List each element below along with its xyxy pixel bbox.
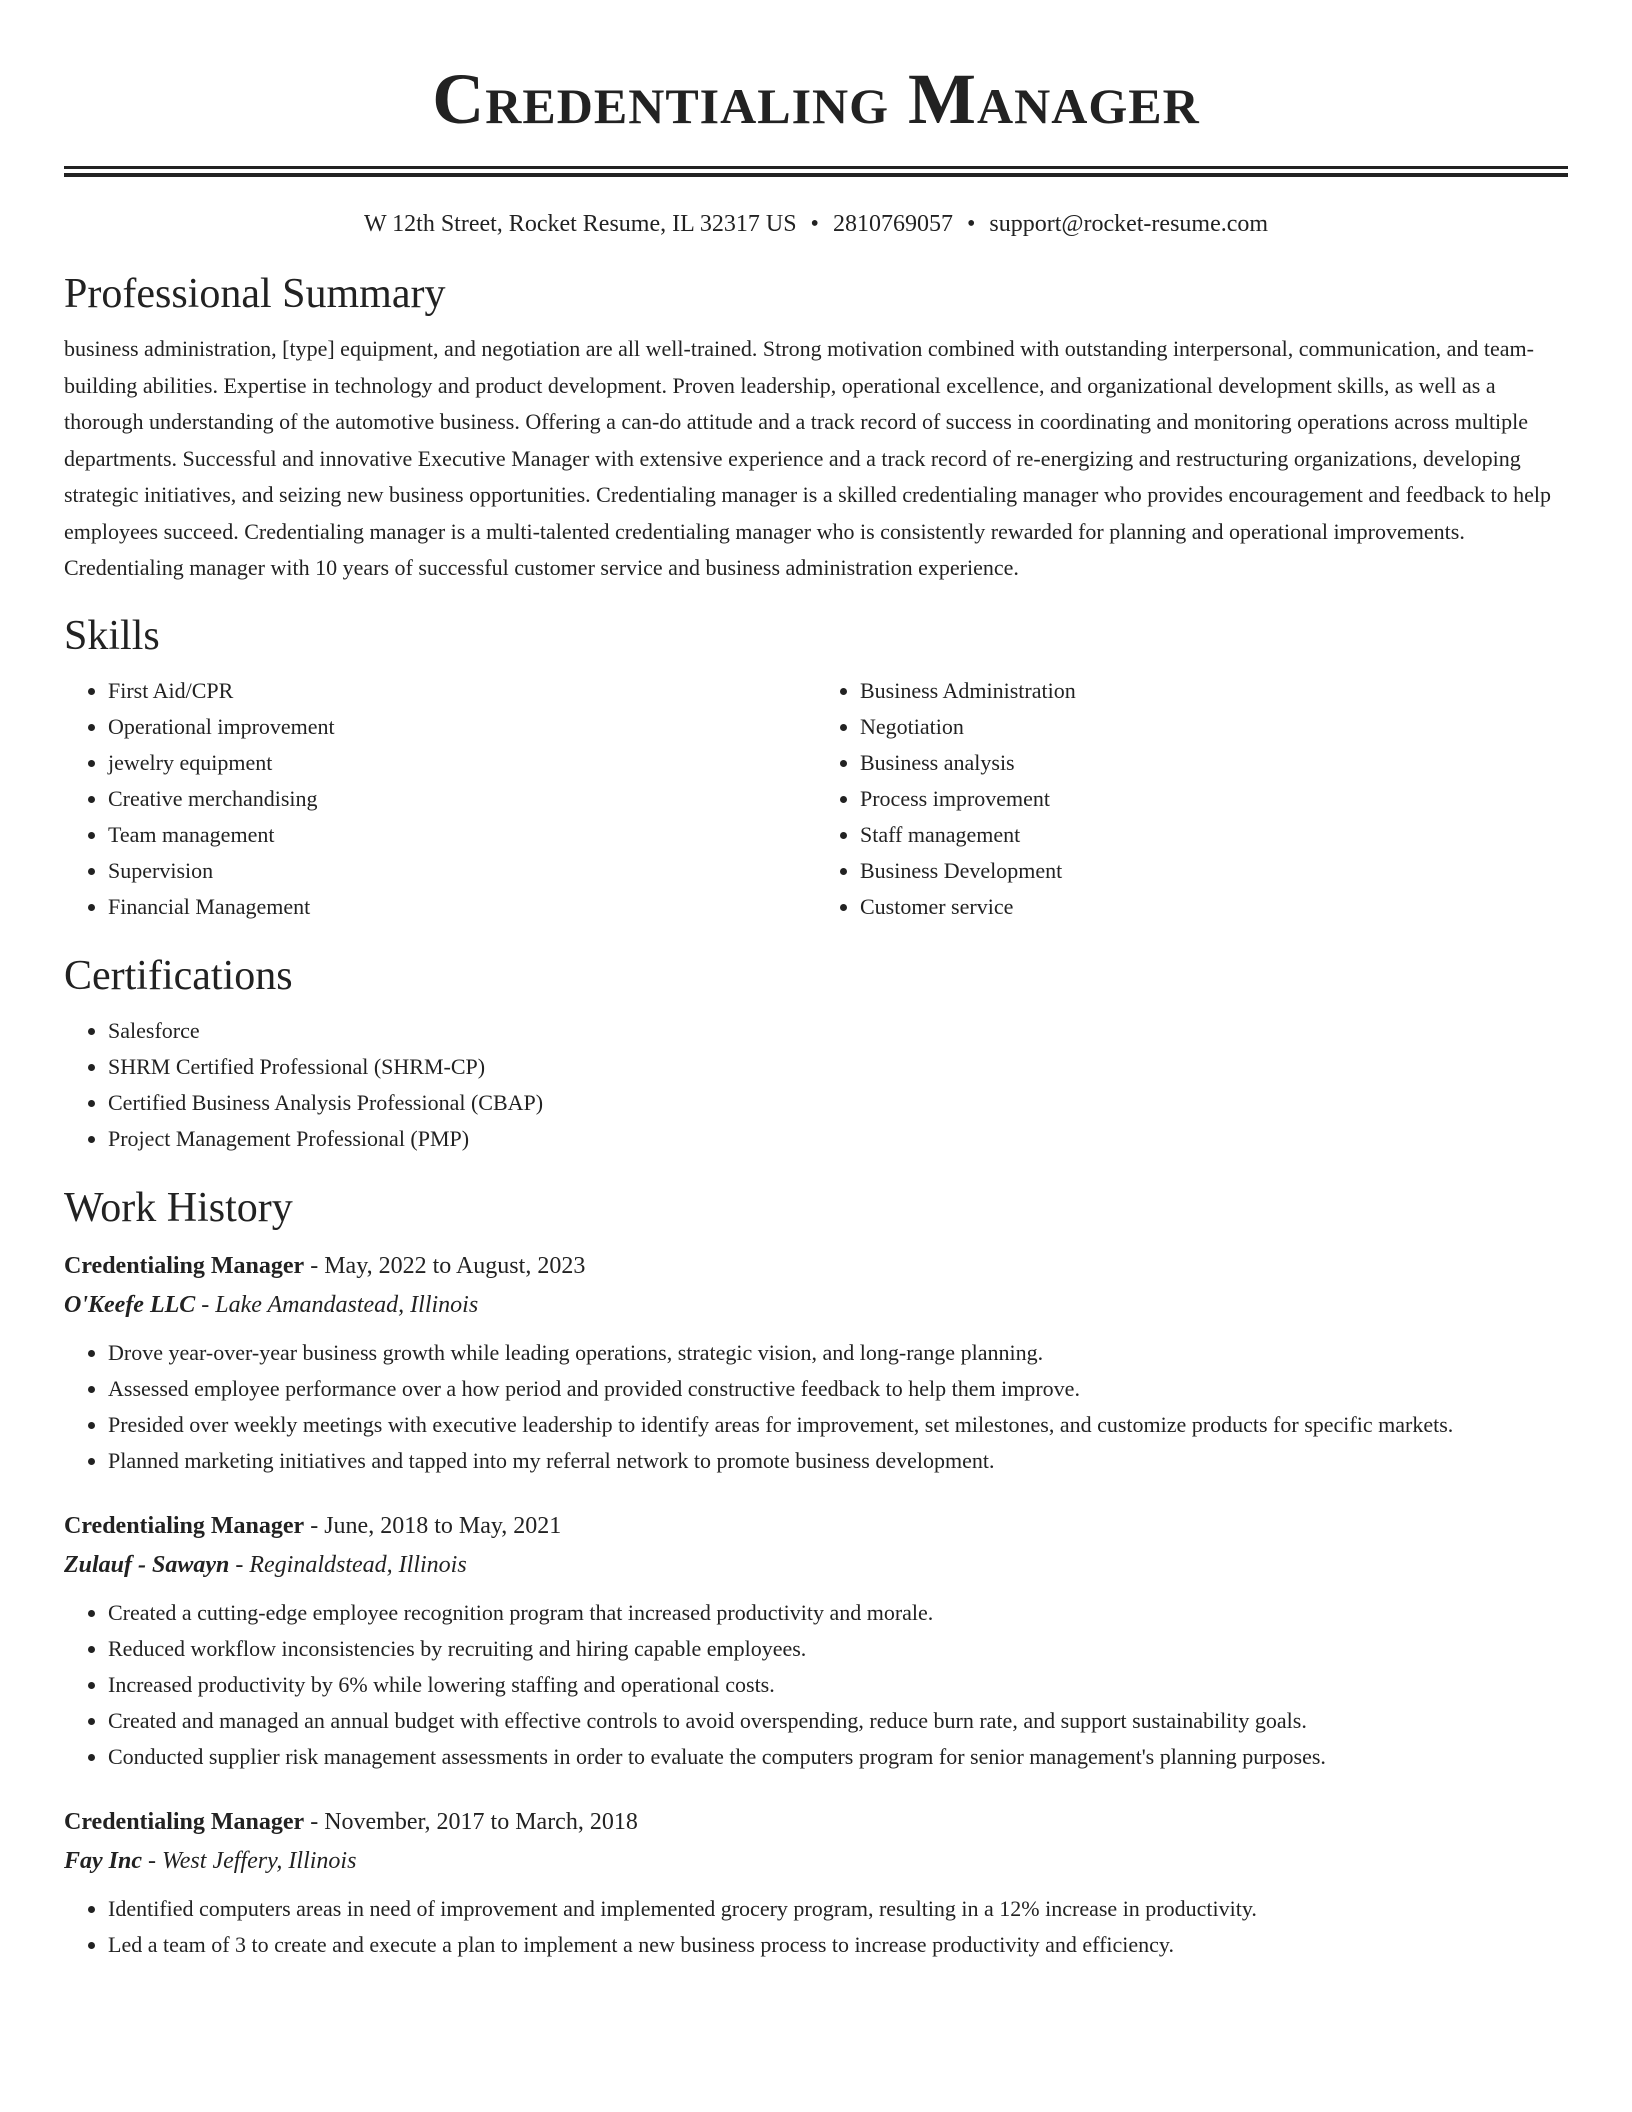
skills-list-left xyxy=(64,673,816,925)
contact-line xyxy=(64,207,1568,241)
job-title-line xyxy=(64,1507,1568,1545)
job-bullet: • Created and managed an annual budget with effective controls to avoid overspending, reduce burn rate, and support sustainability goals. xyxy=(108,1703,1568,1739)
contact-address: W 12th Street, Rocket Resume, IL 32317 US xyxy=(363,211,797,237)
job-bullet: • Presided over weekly meetings with executive leadership to identify areas for improvement, set milestones, and customize products for specific markets. xyxy=(108,1407,1568,1443)
job-entry xyxy=(64,1247,1568,1479)
job-title-line xyxy=(64,1247,1568,1285)
job-bullet: • Led a team of 3 to create and execute a plan to implement a new business process to increase productivity and efficiency. xyxy=(108,1927,1568,1963)
skill-item: • Negotiation xyxy=(860,709,1568,745)
job-role: Credentialing Manager xyxy=(64,1808,305,1835)
job-bullet: • Created a cutting-edge employee recognition program that increased productivity and morale. xyxy=(108,1595,1568,1631)
skills-list-right xyxy=(816,673,1568,925)
job-bullet: • Assessed employee performance over a how period and provided constructive feedback to help them improve. xyxy=(108,1371,1568,1407)
skill-item: • Process improvement xyxy=(860,781,1568,817)
certifications-heading: Certifications xyxy=(64,952,293,999)
skill-item: • Business Development xyxy=(860,853,1568,889)
skills-heading: Skills xyxy=(64,612,160,659)
job-location: - Lake Amandastead, Illinois xyxy=(195,1291,479,1318)
job-role: Credentialing Manager xyxy=(64,1512,305,1539)
skill-item: • Operational improvement xyxy=(108,709,816,745)
skill-item: • Business Administration xyxy=(860,673,1568,709)
job-dates: - November, 2017 to March, 2018 xyxy=(304,1808,638,1835)
job-title-line xyxy=(64,1803,1568,1841)
certification-item: • Salesforce xyxy=(108,1013,1568,1049)
certifications-section xyxy=(64,951,1568,1157)
job-company-line xyxy=(64,1841,1568,1881)
job-bullet: • Conducted supplier risk management assessments in order to evaluate the computers program for senior management's planning purposes. xyxy=(108,1739,1568,1775)
job-bullet: • Planned marketing initiatives and tapped into my referral network to promote business development. xyxy=(108,1443,1568,1479)
job-dates: - June, 2018 to May, 2021 xyxy=(304,1512,562,1539)
job-location: - West Jeffery, Illinois xyxy=(142,1847,357,1874)
certification-item: • SHRM Certified Professional (SHRM-CP) xyxy=(108,1049,1568,1085)
skill-item: • Supervision xyxy=(108,853,816,889)
job-bullet: • Drove year-over-year business growth while leading operations, strategic vision, and long-range planning. xyxy=(108,1335,1568,1371)
skill-item: • Customer service xyxy=(860,889,1568,925)
summary-text: business administration, [type] equipment, and negotiation are all well-trained. Strong motivation combined with outstanding interpersonal, communication, and team-building abilities. Expertise in technology and product development. Proven leadership, operational excellence, and organizational development skills, as well as a thorough understanding of the automotive business. Offering a can-do attitude and a track record of success in coordinating and monitoring operations across multiple departments. Successful and innovative Executive Manager with extensive experience and a track record of re-energizing and restructuring organizations, developing strategic initiatives, and seizing new business opportunities. Credentialing manager is a skilled credentialing manager who provides encouragement and feedback to help employees succeed. Credentialing manager is a multi-talented credentialing manager who is consistently rewarded for planning and operational improvements. Credentialing manager with 10 years of successful customer service and business administration experience. xyxy=(64,336,1551,580)
contact-phone: 2810769057 xyxy=(832,211,953,237)
contact-separator: • xyxy=(966,211,976,237)
job-bullet: • Reduced workflow inconsistencies by recruiting and hiring capable employees. xyxy=(108,1631,1568,1667)
job-entry xyxy=(64,1507,1568,1775)
job-company: Fay Inc xyxy=(64,1847,142,1874)
certification-item: • Project Management Professional (PMP) xyxy=(108,1121,1568,1157)
skill-item: • First Aid/CPR xyxy=(108,673,816,709)
skill-item: • Staff management xyxy=(860,817,1568,853)
job-bullet: • Identified computers areas in need of improvement and implemented grocery program, resulting in a 12% increase in productivity. xyxy=(108,1891,1568,1927)
skills-section xyxy=(64,611,1568,925)
header-divider xyxy=(64,166,1568,177)
skill-item: • Team management xyxy=(108,817,816,853)
work-history-heading: Work History xyxy=(64,1184,293,1231)
skill-item: • Financial Management xyxy=(108,889,816,925)
skills-columns xyxy=(64,673,1568,925)
contact-separator: • xyxy=(810,211,819,237)
contact-email: support@rocket-resume.com xyxy=(989,211,1269,237)
job-bullets xyxy=(64,1891,1568,1963)
job-bullets xyxy=(64,1595,1568,1775)
certification-item: • Certified Business Analysis Professional (CBAP) xyxy=(108,1085,1568,1121)
job-role: Credentialing Manager xyxy=(64,1252,305,1279)
job-location: - Reginaldstead, Illinois xyxy=(229,1551,467,1578)
job-bullets xyxy=(64,1335,1568,1479)
job-company: O'Keefe LLC xyxy=(64,1291,196,1318)
job-company-line xyxy=(64,1545,1568,1585)
certifications-list xyxy=(64,1013,1568,1157)
skill-item: • Creative merchandising xyxy=(108,781,816,817)
job-dates: - May, 2022 to August, 2023 xyxy=(304,1252,586,1279)
summary-section xyxy=(64,269,1568,587)
job-company: Zulauf - Sawayn xyxy=(64,1551,230,1578)
skill-item: • jewelry equipment xyxy=(108,745,816,781)
summary-heading: Professional Summary xyxy=(64,271,446,317)
work-history-section xyxy=(64,1183,1568,1963)
job-company-line xyxy=(64,1285,1568,1325)
candidate-name: Credentialing Manager xyxy=(432,59,1200,139)
job-bullet: • Increased productivity by 6% while lowering staffing and operational costs. xyxy=(108,1667,1568,1703)
job-entry xyxy=(64,1803,1568,1963)
skill-item: • Business analysis xyxy=(860,745,1568,781)
